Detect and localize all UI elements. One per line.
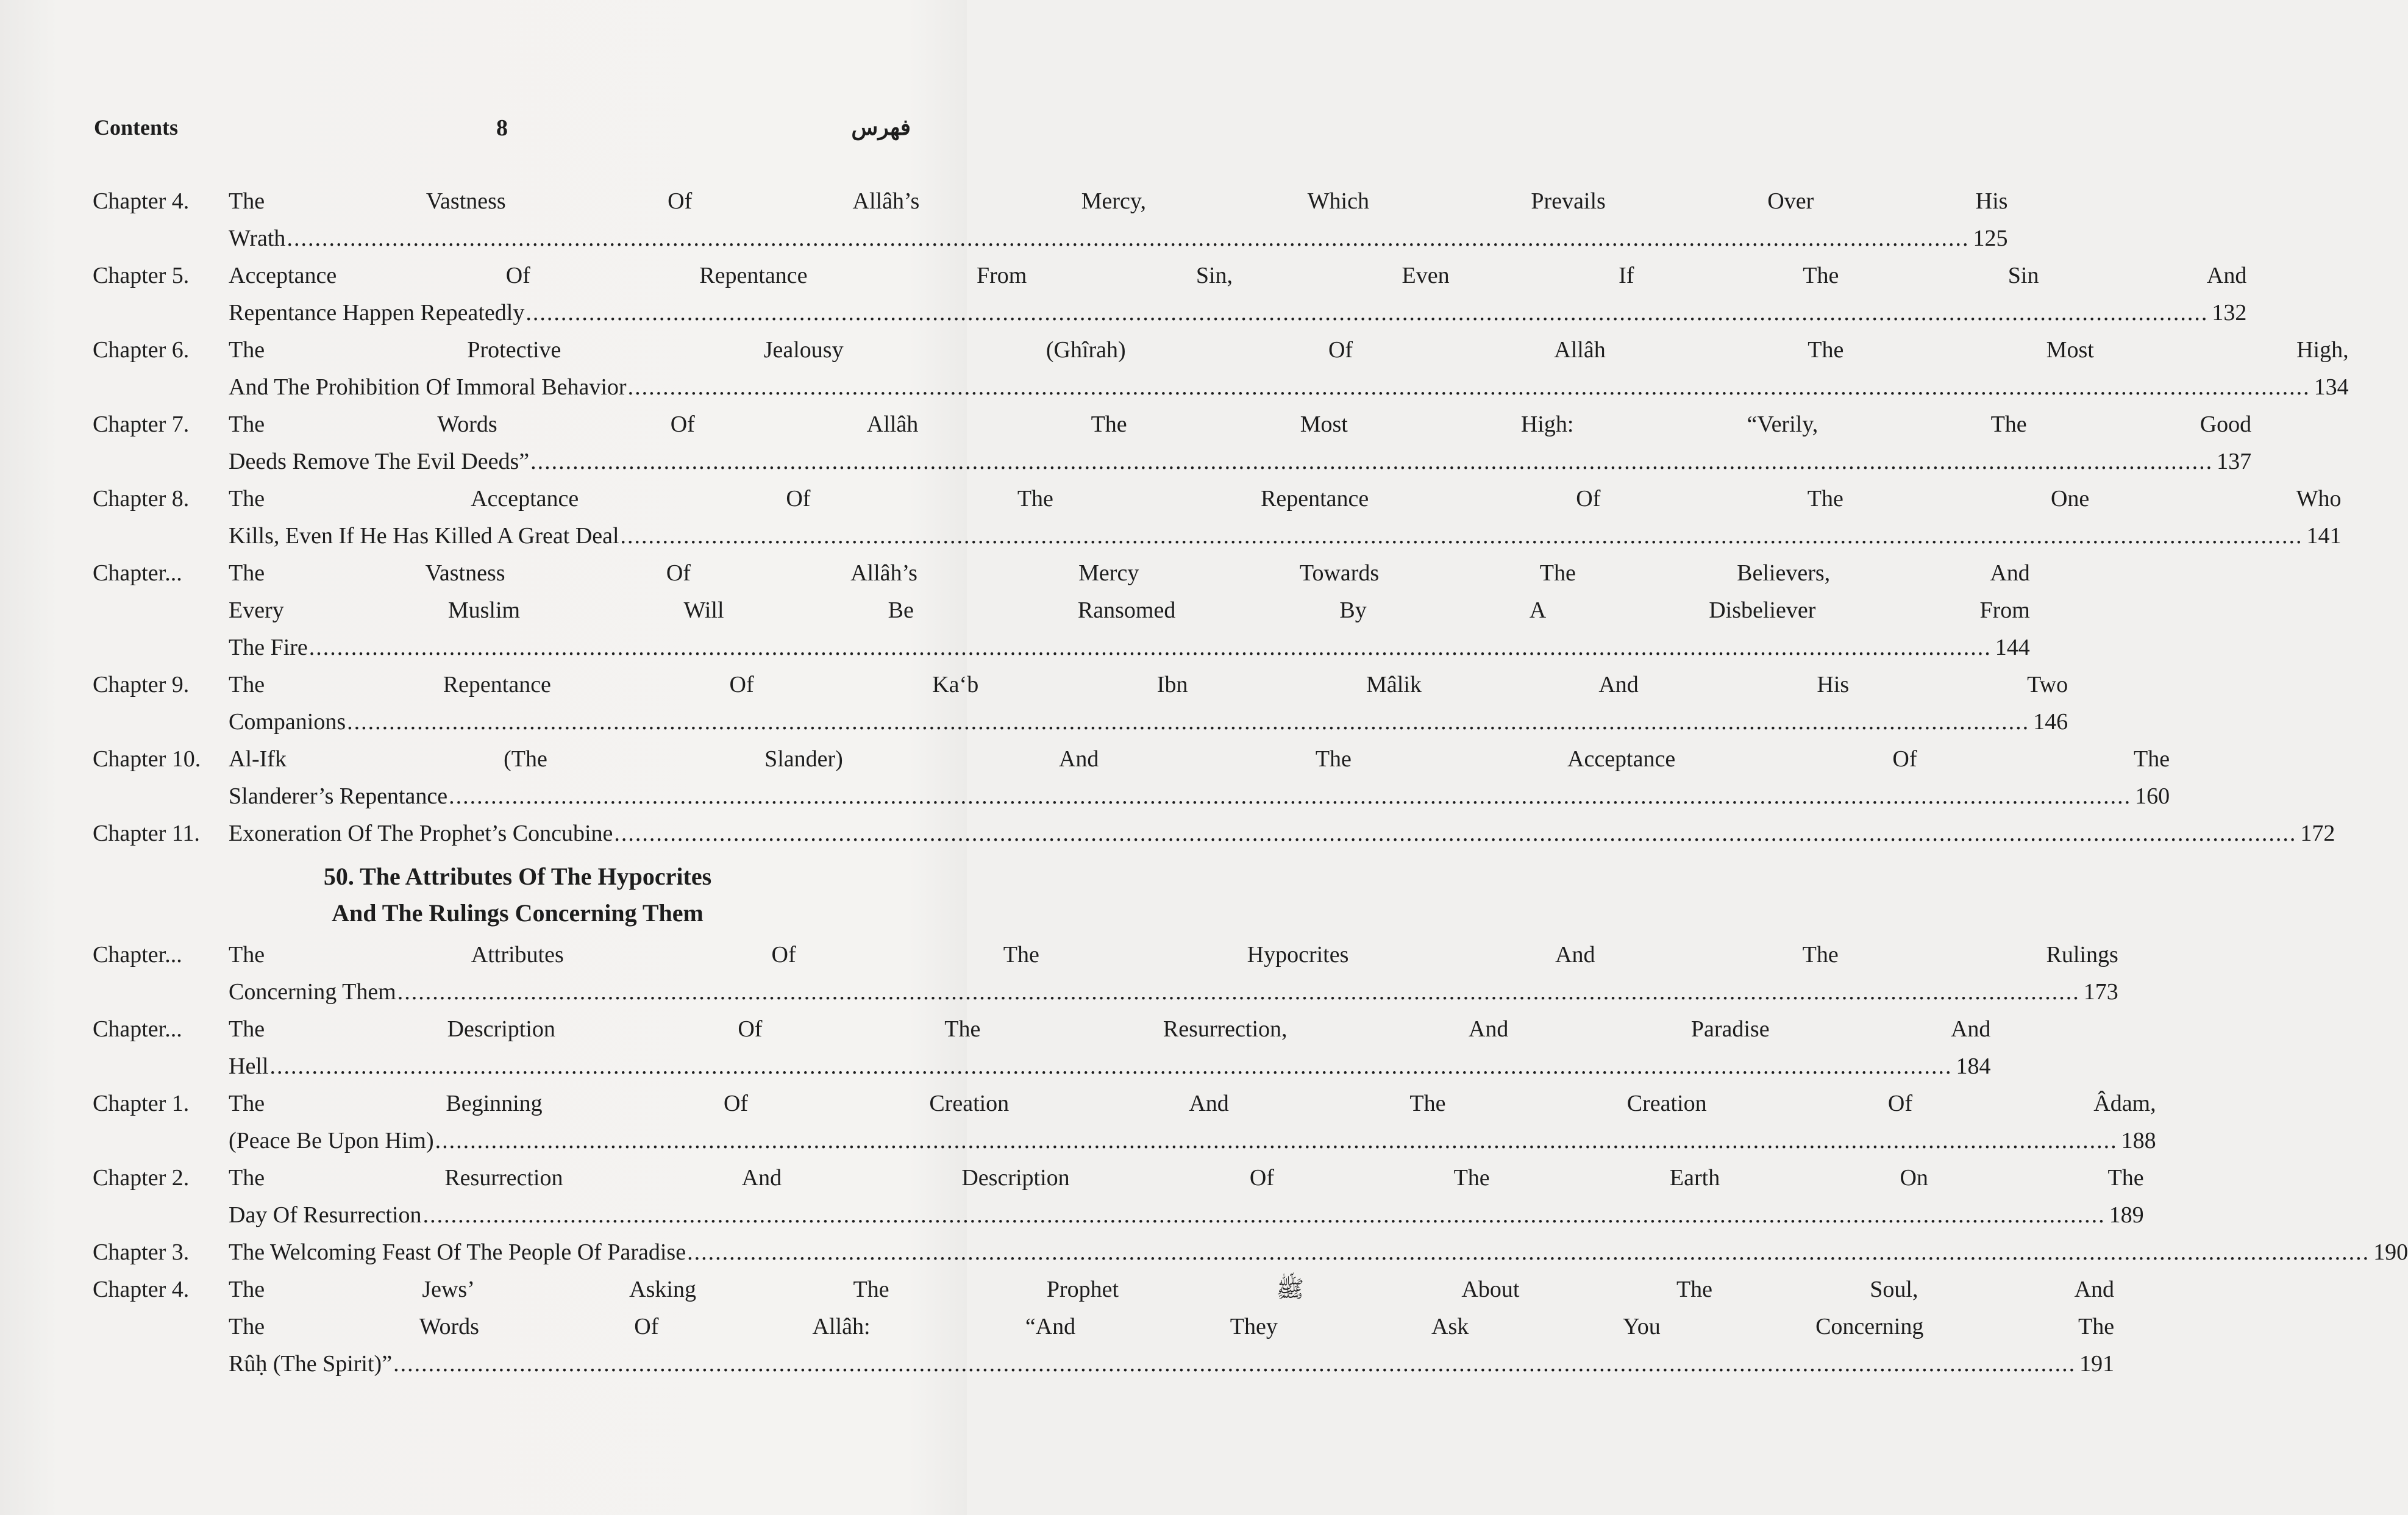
dot-leader [269, 1048, 1952, 1085]
chapter-title-line: The Beginning Of Creation And The Creation Of Âdam, [229, 1091, 2156, 1116]
toc-entry [93, 666, 2068, 741]
chapter-page-number: 132 [2212, 300, 2247, 326]
chapter-number: Chapter 3. [93, 1239, 190, 1265]
chapter-title-line: The Attributes Of The Hypocrites And The Rulings [229, 942, 2118, 968]
chapter-title-line: Repentance Happen Repeatedly [229, 300, 525, 326]
chapter-title [229, 1160, 2144, 1234]
dot-leader [687, 1234, 2370, 1271]
toc-entry [93, 1085, 2156, 1160]
toc-entry [93, 936, 2118, 1011]
chapter-page-number: 134 [2314, 374, 2349, 400]
dot-leader [614, 815, 2296, 852]
toc-list-2 [93, 936, 2408, 1383]
chapter-page-number: 144 [1995, 635, 2030, 660]
chapter-number: Chapter 1. [93, 1091, 190, 1116]
chapter-page-number: 184 [1956, 1053, 1991, 1079]
chapter-title-line: The Vastness Of Allâh’s Mercy, Which Prevails Over His [229, 188, 2008, 214]
dot-leader [530, 443, 2213, 480]
chapter-title [229, 555, 2030, 666]
dot-leader [423, 1197, 2106, 1234]
chapter-title [229, 406, 2251, 480]
chapter-title-line: (Peace Be Upon Him) [229, 1128, 434, 1153]
chapter-title-last-line [229, 1048, 1990, 1085]
chapter-title-line: The Words Of Allâh: “And They Ask You Concerning The [229, 1314, 2115, 1339]
chapter-number: Chapter 9. [93, 672, 190, 697]
toc-entry [93, 815, 2335, 852]
chapter-title-last-line [229, 974, 2118, 1011]
chapter-title [229, 332, 2349, 406]
page-number: 8 [496, 115, 508, 141]
chapter-number: Chapter 4. [93, 1277, 190, 1302]
chapter-title-line: The Resurrection And Description Of The Earth On The [229, 1165, 2144, 1191]
chapter-title-line: Day Of Resurrection [229, 1202, 422, 1228]
chapter-page-number: 191 [2079, 1351, 2115, 1377]
chapter-title-line: The Description Of The Resurrection, And Paradise And [229, 1016, 1991, 1042]
chapter-title-line: Exoneration Of The Prophet’s Concubine [229, 821, 613, 846]
chapter-title-line: Kills, Even If He Has Killed A Great Deal [229, 523, 619, 549]
chapter-number: Chapter 4. [93, 188, 190, 214]
dot-leader [393, 1346, 2076, 1383]
chapter-page-number: 188 [2121, 1128, 2156, 1153]
chapter-title-line: The Welcoming Feast Of The People Of Paradise [229, 1239, 686, 1265]
chapter-title-last-line [229, 629, 2030, 666]
toc-entry [93, 257, 2247, 332]
chapter-title [229, 1234, 2408, 1271]
chapter-number: Chapter... [93, 942, 182, 968]
chapter-title [229, 257, 2246, 332]
dot-leader [287, 220, 1969, 257]
chapter-number: Chapter... [93, 1016, 182, 1042]
chapter-page-number: 125 [1973, 226, 2008, 251]
chapter-title-line: The Jews’ Asking The Prophet ﷺ About The Soul, And [229, 1277, 2115, 1302]
dot-leader [309, 629, 1992, 666]
chapter-page-number: 141 [2306, 523, 2342, 549]
toc-entry [93, 1271, 2115, 1383]
chapter-number: Chapter 5. [93, 263, 190, 288]
chapter-title-line: And The Prohibition Of Immoral Behavior [229, 374, 627, 400]
chapter-title-line: Slanderer’s Repentance [229, 783, 448, 809]
chapter-title [229, 1271, 2114, 1383]
chapter-title-last-line [229, 1197, 2144, 1234]
chapter-title-line: The Vastness Of Allâh’s Mercy Towards The Believers, And [229, 560, 2030, 586]
toc-entry [93, 1160, 2144, 1234]
chapter-title [229, 183, 2007, 257]
chapter-page-number: 190 [2373, 1239, 2408, 1265]
toc-entry [93, 1011, 1991, 1085]
section-heading-line-2: And The Rulings Concerning Them [332, 899, 704, 927]
toc-entry [93, 741, 2170, 815]
chapter-title-line: Wrath [229, 226, 286, 251]
chapter-title-line: The Repentance Of Ka‘b Ibn Mâlik And His Two [229, 672, 2068, 697]
chapter-title-line: The Words Of Allâh The Most High: “Verily, The Good [229, 412, 2252, 437]
chapter-title-line: Rûḥ (The Spirit)” [229, 1351, 393, 1377]
toc-entry [93, 332, 2349, 406]
page-header [94, 115, 917, 145]
chapter-title-line: The Fire [229, 635, 308, 660]
dot-leader [525, 294, 2208, 332]
chapter-number: Chapter 6. [93, 337, 190, 363]
dot-leader [621, 518, 2303, 555]
toc-entry [93, 555, 2030, 666]
chapter-number: Chapter 10. [93, 746, 201, 772]
chapter-title-last-line [229, 815, 2335, 852]
chapter-title-line: The Protective Jealousy (Ghîrah) Of Allâh The Most High, [229, 337, 2349, 363]
header-title: Contents [94, 115, 179, 140]
chapter-title-last-line [229, 518, 2342, 555]
toc-entry [93, 406, 2252, 480]
dot-leader [628, 369, 2310, 406]
chapter-title-last-line [229, 369, 2349, 406]
chapter-page-number: 172 [2300, 821, 2335, 846]
chapter-title-line: Al-Ifk (The Slander) And The Acceptance Of The [229, 746, 2170, 772]
chapter-title [229, 1085, 2156, 1160]
chapter-title-line: Companions [229, 709, 346, 735]
chapter-number: Chapter 8. [93, 486, 190, 512]
chapter-title [229, 480, 2342, 555]
chapter-title-last-line [229, 1234, 2408, 1271]
dot-leader [397, 974, 2080, 1011]
toc-entry [93, 1234, 2408, 1271]
dot-leader [449, 778, 2131, 815]
section-heading-line-1: 50. The Attributes Of The Hypocrites [323, 863, 712, 890]
dot-leader [435, 1122, 2118, 1160]
chapter-title-last-line [229, 778, 2170, 815]
chapter-title-line: Concerning Them [229, 979, 396, 1005]
dot-leader [347, 704, 2029, 741]
chapter-title-line: Acceptance Of Repentance From Sin, Even If The Sin And [229, 263, 2247, 288]
toc-list-1 [93, 183, 2349, 852]
chapter-title-line: Deeds Remove The Evil Deeds” [229, 449, 530, 474]
chapter-title [229, 1011, 1990, 1085]
chapter-page-number: 160 [2135, 783, 2170, 809]
chapter-title [229, 666, 2068, 741]
chapter-number: Chapter... [93, 560, 182, 586]
toc-entry [93, 480, 2342, 555]
chapter-title-last-line [229, 704, 2068, 741]
chapter-title-line: Hell [229, 1053, 269, 1079]
chapter-page-number: 173 [2083, 979, 2118, 1005]
chapter-number: Chapter 2. [93, 1165, 190, 1191]
chapter-title-last-line [229, 1346, 2114, 1383]
chapter-number: Chapter 11. [93, 821, 200, 846]
chapter-title-last-line [229, 294, 2246, 332]
chapter-title [229, 936, 2118, 1011]
table-of-contents [93, 183, 2408, 1383]
chapter-title-line: The Acceptance Of The Repentance Of The One Who [229, 486, 2342, 512]
chapter-title-last-line [229, 443, 2251, 480]
chapter-page-number: 146 [2033, 709, 2068, 735]
toc-entry [93, 183, 2008, 257]
chapter-title-last-line [229, 1122, 2156, 1160]
chapter-title-last-line [229, 220, 2007, 257]
chapter-title-line: Every Muslim Will Be Ransomed By A Disbeliever From [229, 597, 2030, 623]
chapter-title [229, 815, 2335, 852]
chapter-title [229, 741, 2170, 815]
chapter-number: Chapter 7. [93, 412, 190, 437]
chapter-page-number: 189 [2109, 1202, 2144, 1228]
section-heading [93, 858, 869, 932]
chapter-page-number: 137 [2217, 449, 2252, 474]
header-arabic-title: فهرس [851, 115, 911, 140]
